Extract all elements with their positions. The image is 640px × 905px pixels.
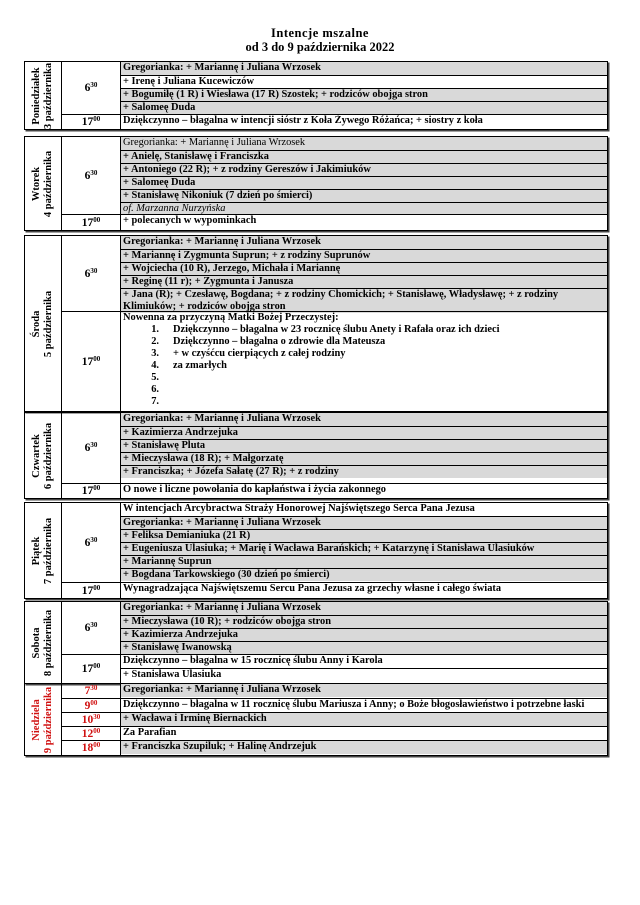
- mass-slot: [62, 236, 607, 311]
- mass-time: [62, 215, 121, 230]
- day-label: [25, 413, 62, 498]
- intention-row: + Salomeę Duda: [121, 176, 607, 189]
- day-name: Niedziela: [31, 698, 42, 741]
- mass-minutes: 30: [90, 168, 98, 177]
- intention-row: + Kazimierza Andrzejuka: [121, 628, 607, 641]
- mass-time: [62, 236, 121, 311]
- mass-slot: [62, 654, 607, 683]
- intention-row: Dziękczynno – błagalna w 11 rocznicę ślubu Mariusza i Anny; o Boże błogosławieństwo i potrzebne łaski: [121, 699, 607, 712]
- mass-hour: 6: [84, 536, 91, 549]
- mass-hour: 6: [84, 82, 91, 94]
- day-name: Czwartek: [31, 433, 42, 478]
- intention-row: + Salomeę Duda: [121, 101, 607, 114]
- intention-row: Wynagradzająca Najświętszemu Sercu Pana Jezusa za grzechy własne i całego świata: [121, 583, 607, 596]
- novena-item-number: 4.: [151, 360, 159, 371]
- mass-hour: 6: [84, 622, 91, 634]
- novena-item-number: 1.: [151, 324, 159, 335]
- intention-row: + Franciszka Szupiluk; + Halinę Andrzejuk: [121, 741, 607, 754]
- mass-hour: 10: [81, 714, 94, 726]
- novena-item-number: 2.: [151, 336, 159, 347]
- intention-row: Gregorianka: + Mariannę i Juliana Wrzosek: [121, 137, 607, 150]
- mass-slot: [62, 311, 607, 411]
- intention-row: + Wacława i Irminę Biernackich: [121, 713, 607, 726]
- mass-time: [62, 62, 121, 114]
- mass-minutes: 00: [93, 115, 101, 123]
- intention-row: + Stanisławę Iwanowską: [121, 641, 607, 654]
- intention-row: + Wojciecha (10 R), Jerzego, Michała i Mariannę: [121, 262, 607, 275]
- intention-row: Dziękczynno – błagalna w intencji sióstr z Koła Żywego Różańca; + siostry z koła: [121, 115, 607, 128]
- mass-time: [62, 115, 121, 129]
- intention-list: [121, 699, 607, 713]
- novena-title: Nowenna za przyczyną Matki Bożej Przeczystej:: [123, 312, 339, 323]
- novena-item-text: Dziękczynno – błagalna o zdrowie dla Mateusza: [173, 336, 386, 347]
- intention-list: [121, 727, 607, 741]
- intention-list: [121, 137, 607, 214]
- mass-hour: 6: [84, 442, 91, 454]
- intention-list: [121, 655, 607, 683]
- mass-time: [62, 699, 121, 713]
- mass-slot: [62, 503, 607, 582]
- intention-list: [121, 713, 607, 727]
- intention-row: Gregorianka: + Mariannę i Juliana Wrzosek: [121, 413, 607, 426]
- mass-slot: [62, 114, 607, 129]
- intention-row: + Irenę i Juliana Kucewiczów: [121, 75, 607, 88]
- intention-list: [121, 583, 607, 598]
- document-title: Intencje mszalne: [271, 26, 369, 40]
- mass-time: [62, 741, 121, 755]
- mass-minutes: 00: [93, 215, 101, 224]
- mass-time: [62, 484, 121, 498]
- mass-hour: 17: [81, 584, 94, 597]
- intention-row: Za Parafian: [121, 727, 607, 740]
- intention-row: + Kazimierza Andrzejuka: [121, 426, 607, 439]
- mass-minutes: 00: [93, 354, 101, 363]
- intention-row: + Reginę (11 r); + Zygmunta i Janusza: [121, 275, 607, 288]
- intention-row: + Franciszka; + Józefa Sałatę (27 R); + z rodziny: [121, 465, 607, 478]
- intention-row: Gregorianka: + Mariannę i Juliana Wrzosek: [121, 62, 607, 75]
- intention-list: [121, 684, 607, 698]
- novena-item: [121, 396, 607, 408]
- mass-slot: [62, 582, 607, 598]
- mass-hour: 9: [84, 700, 91, 712]
- mass-slot: [62, 137, 607, 214]
- intention-row: + Eugeniusza Ulasiuka; + Marię i Wacława Barańskich; + Katarzynę i Stanisława Ulasiuków: [121, 542, 607, 555]
- mass-slot: [62, 684, 607, 698]
- intention-list: [121, 413, 607, 483]
- intention-row: Gregorianka: + Mariannę i Juliana Wrzosek: [121, 516, 607, 529]
- intention-list: [121, 602, 607, 654]
- day-date: 7 października: [43, 517, 54, 584]
- document-date-range: od 3 do 9 października 2022: [245, 40, 395, 54]
- mass-minutes: 00: [93, 484, 101, 492]
- day-date: 3 października: [43, 62, 54, 129]
- day-label: [25, 503, 62, 598]
- mass-minutes: 00: [93, 583, 101, 592]
- mass-hour: 18: [81, 742, 94, 754]
- novena-item: [121, 372, 607, 384]
- day-date: 5 października: [43, 290, 54, 357]
- day-name: Wtorek: [31, 166, 42, 201]
- intention-row: Gregorianka: + Mariannę i Juliana Wrzosek: [121, 602, 607, 615]
- intention-row: + Stanisława Ulasiuka: [121, 668, 607, 681]
- intention-row: + Stanisławę Nikoniuk (7 dzień po śmierci): [121, 189, 607, 202]
- novena-item-number: 6.: [151, 384, 159, 395]
- mass-hour: 17: [81, 485, 94, 497]
- day-block: [24, 235, 608, 412]
- mass-minutes: 00: [93, 727, 101, 735]
- novena-item-text: + w czyśćcu cierpiących z całej rodziny: [173, 348, 346, 359]
- mass-hour: 17: [81, 116, 94, 128]
- mass-minutes: 30: [90, 266, 98, 275]
- day-block: [24, 412, 608, 499]
- intention-row: + Bogumiłę (1 R) i Wiesława (17 R) Szostek; + rodziców obojga stron: [121, 88, 607, 101]
- mass-slot: [62, 62, 607, 114]
- day-name: Sobota: [31, 627, 42, 658]
- intention-list: [121, 115, 607, 129]
- day-block: [24, 683, 608, 756]
- intention-row: of. Marzanna Nurzyńska: [121, 202, 607, 215]
- mass-minutes: 00: [93, 662, 101, 670]
- intention-row: Dziękczynno – błagalna w 15 rocznicę ślubu Anny i Karola: [121, 655, 607, 668]
- mass-hour: 6: [84, 169, 91, 182]
- intention-row: Gregorianka: + Mariannę i Juliana Wrzosek: [121, 684, 607, 697]
- day-label: [25, 137, 62, 230]
- intention-list: [121, 484, 607, 498]
- intention-list: [121, 741, 607, 755]
- mass-hour: 17: [81, 355, 94, 368]
- intention-row: + Anielę, Stanisławę i Franciszka: [121, 150, 607, 163]
- mass-hour: 17: [81, 663, 94, 675]
- mass-time: [62, 137, 121, 214]
- novena-item-text: Dziękczynno – błagalna w 23 rocznicę ślubu Anety i Rafała oraz ich dzieci: [173, 324, 500, 335]
- mass-slot: [62, 214, 607, 230]
- mass-minutes: 00: [93, 741, 101, 749]
- mass-hour: 12: [81, 728, 94, 740]
- intention-row: + Mieczysława (18 R); + Małgorzatę: [121, 452, 607, 465]
- novena-item-number: 7.: [151, 396, 159, 407]
- day-label: [25, 62, 62, 129]
- mass-slot: [62, 712, 607, 727]
- mass-minutes: 30: [90, 621, 98, 629]
- mass-hour: 7: [84, 685, 91, 697]
- day-label: [25, 236, 62, 411]
- intention-row: + Bogdana Tarkowskiego (30 dzień po śmierci): [121, 568, 607, 581]
- day-date: 8 października: [43, 609, 54, 676]
- day-date: 6 października: [43, 422, 54, 489]
- intention-row: + Feliksa Demianiuka (21 R): [121, 529, 607, 542]
- intention-row: Gregorianka: + Mariannę i Juliana Wrzosek: [121, 236, 607, 249]
- intention-list: [121, 215, 607, 230]
- day-name: Piątek: [31, 536, 42, 565]
- day-label: [25, 684, 62, 755]
- mass-slot: [62, 413, 607, 483]
- intention-row: + Antoniego (22 R); + z rodziny Gereszów i Jakimiuków: [121, 163, 607, 176]
- novena-item: [121, 336, 607, 348]
- novena-item: [121, 324, 607, 336]
- mass-slot: [62, 698, 607, 713]
- day-name: Środa: [31, 310, 42, 337]
- intention-row: + Jana (R); + Czesławę, Bogdana; + z rodziny Chomickich; + Stanisławę, Władysławę; + z rodziny Klimiuków; + rodziców obojga stron: [121, 288, 607, 313]
- mass-slot: [62, 483, 607, 498]
- day-name: Poniedziałek: [31, 66, 42, 125]
- novena-item: [121, 360, 607, 372]
- mass-time: [62, 713, 121, 727]
- day-block: [24, 601, 608, 684]
- novena-item-text: za zmarłych: [173, 360, 227, 371]
- mass-hour: 17: [81, 216, 94, 229]
- mass-time: [62, 413, 121, 483]
- intention-row: W intencjach Arcybractwa Straży Honorowej Najświętszego Serca Pana Jezusa: [121, 503, 607, 516]
- mass-slot: [62, 602, 607, 654]
- mass-minutes: 30: [90, 535, 98, 544]
- novena-item-number: 3.: [151, 348, 159, 359]
- mass-minutes: 30: [90, 81, 98, 89]
- intention-row: + Mariannę Suprun: [121, 555, 607, 568]
- day-label: [25, 602, 62, 683]
- novena-item-number: 5.: [151, 372, 159, 383]
- intention-list: [121, 62, 607, 114]
- day-block: [24, 502, 608, 599]
- day-block: [24, 61, 608, 130]
- novena-item: [121, 384, 607, 396]
- mass-time: [62, 602, 121, 654]
- intention-list: [121, 236, 607, 311]
- intention-list: [121, 503, 607, 582]
- mass-time: [62, 727, 121, 741]
- mass-minutes: 00: [90, 699, 98, 707]
- mass-minutes: 30: [93, 713, 101, 721]
- intention-row: + Mariannę i Zygmunta Suprun; + z rodziny Suprunów: [121, 249, 607, 262]
- mass-slot: [62, 740, 607, 755]
- mass-time: [62, 655, 121, 683]
- intention-row: + Stanisławę Pluta: [121, 439, 607, 452]
- intention-row: O nowe i liczne powołania do kapłaństwa i życia zakonnego: [121, 484, 607, 497]
- mass-minutes: 30: [90, 684, 98, 692]
- mass-time: [62, 312, 121, 411]
- mass-time: [62, 684, 121, 698]
- day-date: 4 października: [43, 150, 54, 217]
- intention-row: + polecanych w wypominkach: [121, 215, 607, 228]
- day-block: [24, 136, 608, 231]
- day-date: 9 października: [43, 686, 54, 753]
- mass-minutes: 30: [90, 441, 98, 449]
- mass-slot: [62, 726, 607, 741]
- mass-time: [62, 503, 121, 582]
- mass-time: [62, 583, 121, 598]
- intention-row: + Mieczysława (10 R); + rodziców obojga stron: [121, 615, 607, 628]
- intention-list: [121, 312, 607, 411]
- mass-hour: 6: [84, 267, 91, 280]
- novena-item: [121, 348, 607, 360]
